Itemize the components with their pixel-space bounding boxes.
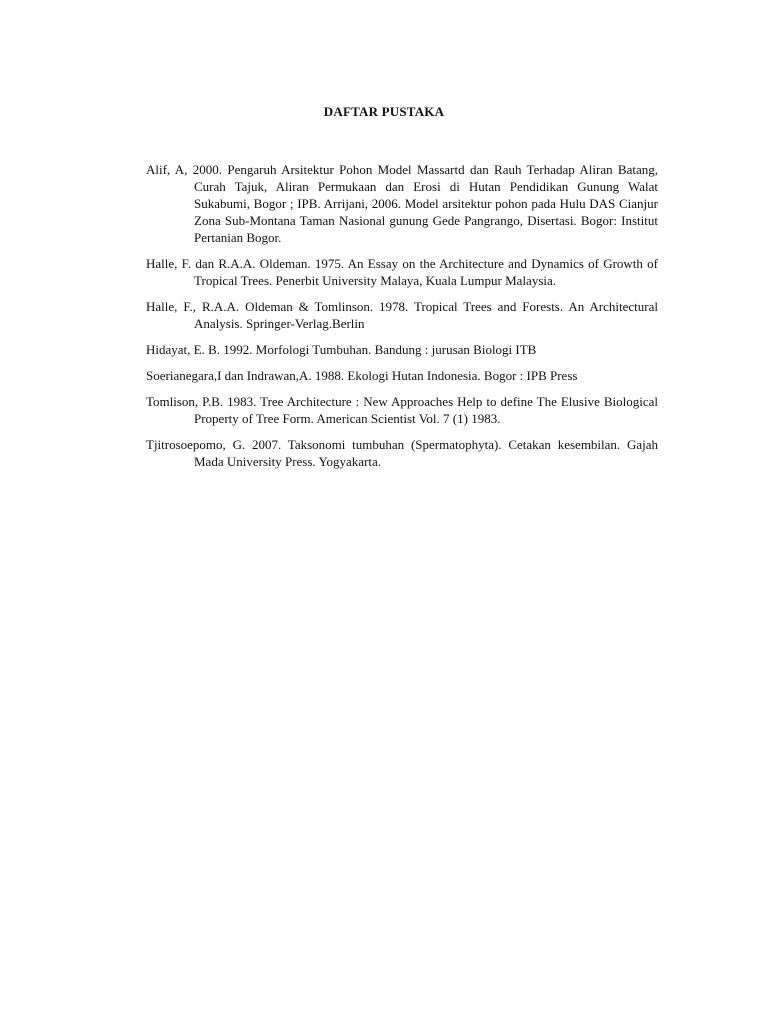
reference-entry: Halle, F. dan R.A.A. Oldeman. 1975. An Essay on the Architecture and Dynamics of Growth of Tropical Trees. Penerbit University Malaya, Kuala Lumpur Malaysia.: [146, 256, 658, 288]
reference-list: [146, 161, 658, 479]
reference-entry: Hidayat, E. B. 1992. Morfologi Tumbuhan. Bandung : jurusan Biologi ITB: [146, 342, 537, 357]
page-title: DAFTAR PUSTAKA: [323, 104, 445, 119]
reference-entry: Soerianegara,I dan Indrawan,A. 1988. Ekologi Hutan Indonesia. Bogor : IPB Press: [146, 368, 578, 383]
reference-entry: Tjitrosoepomo, G. 2007. Taksonomi tumbuhan (Spermatophyta). Cetakan kesembilan. Gajah Mada University Press. Yogyakarta.: [146, 437, 658, 469]
reference-entry: Tomlison, P.B. 1983. Tree Architecture : New Approaches Help to define The Elusive Biological Property of Tree Form. American Scientist Vol. 7 (1) 1983.: [146, 394, 658, 426]
reference-entry: Alif, A, 2000. Pengaruh Arsitektur Pohon Model Massartd dan Rauh Terhadap Aliran Batang, Curah Tajuk, Aliran Permukaan dan Erosi di Hutan Pendidikan Gunung Walat Sukabumi, Bogor ; IPB. Arrijani, 2006. Model arsitektur pohon pada Hulu DAS Cianjur Zona Sub-Montana Taman Nasional gunung Gede Pangrango, Disertasi. Bogor: Institut Pertanian Bogor.: [146, 162, 658, 245]
reference-entry: Halle, F., R.A.A. Oldeman & Tomlinson. 1978. Tropical Trees and Forests. An Architectural Analysis. Springer-Verlag.Berlin: [146, 299, 658, 331]
